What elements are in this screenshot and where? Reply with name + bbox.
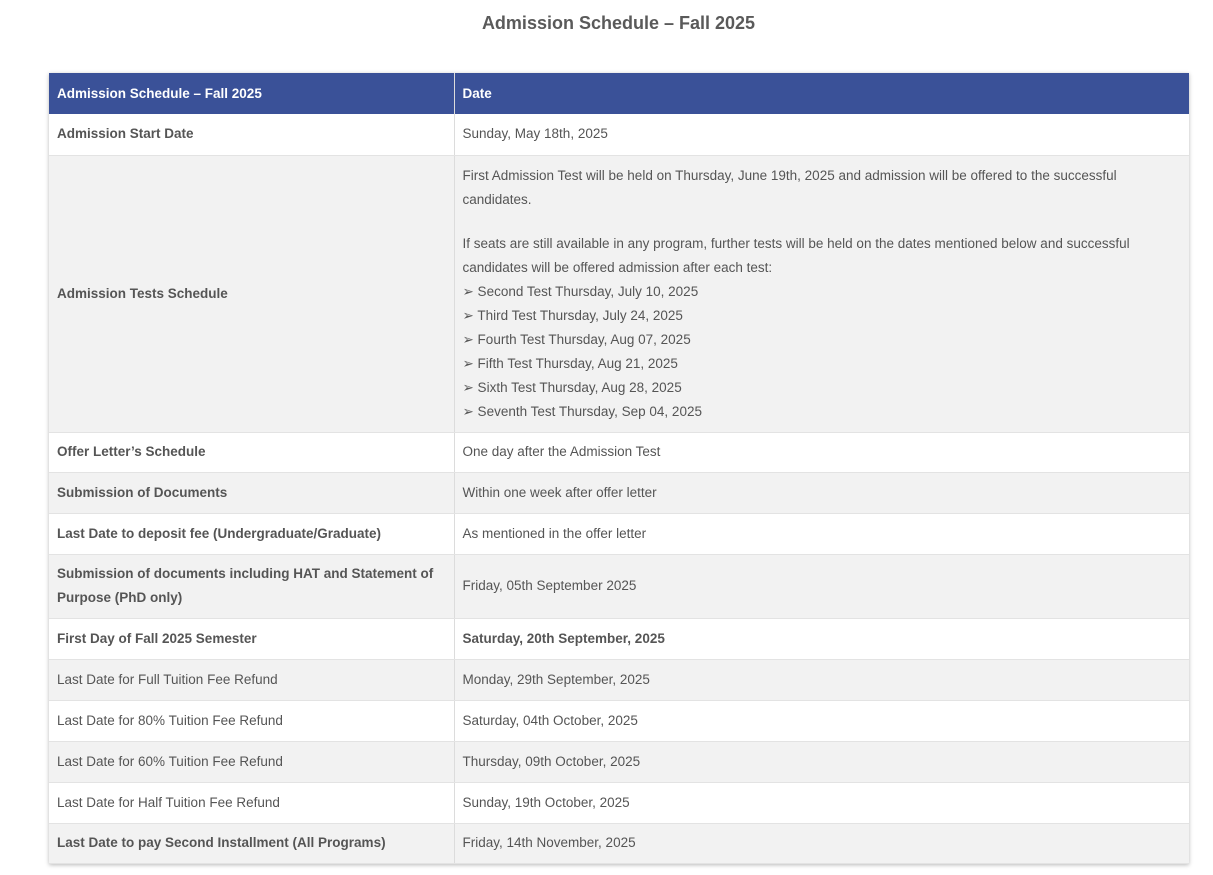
table-row	[49, 432, 1189, 472]
test-date-item: ➢ Fifth Test Thursday, Aug 21, 2025	[462, 355, 678, 371]
row-label: Last Date for Half Tuition Fee Refund	[49, 782, 454, 823]
row-value: Saturday, 20th September, 2025	[454, 618, 1189, 659]
row-value	[454, 155, 1189, 432]
row-label: Submission of documents including HAT and Statement of Purpose (PhD only)	[49, 554, 454, 618]
row-value: Within one week after offer letter	[454, 472, 1189, 513]
table-row	[49, 513, 1189, 554]
row-label: Last Date for 80% Tuition Fee Refund	[49, 700, 454, 741]
row-value: Saturday, 04th October, 2025	[454, 700, 1189, 741]
schedule-table	[49, 73, 1189, 864]
table-row	[49, 741, 1189, 782]
test-date-item: ➢ Second Test Thursday, July 10, 2025	[462, 283, 699, 299]
row-value: Monday, 29th September, 2025	[454, 659, 1189, 700]
row-value: Sunday, May 18th, 2025	[454, 114, 1189, 155]
row-value: Sunday, 19th October, 2025	[454, 782, 1189, 823]
row-value: One day after the Admission Test	[454, 432, 1189, 472]
row-label: First Day of Fall 2025 Semester	[49, 618, 454, 659]
test-date-item: ➢ Fourth Test Thursday, Aug 07, 2025	[462, 331, 691, 347]
table-row	[49, 823, 1189, 863]
tests-intro-first: First Admission Test will be held on Thursday, June 19th, 2025 and admission will be offered to the successful candidates.	[462, 167, 1117, 207]
tests-intro-further: If seats are still available in any program, further tests will be held on the dates mentioned below and successful candidates will be offered admission after each test:	[462, 235, 1130, 275]
row-label: Offer Letter’s Schedule	[49, 432, 454, 472]
table-row	[49, 659, 1189, 700]
table-row	[49, 472, 1189, 513]
schedule-table-container	[49, 73, 1189, 864]
page-title: Admission Schedule – Fall 2025	[481, 13, 756, 33]
row-label: Last Date for 60% Tuition Fee Refund	[49, 741, 454, 782]
table-row	[49, 700, 1189, 741]
row-value: Thursday, 09th October, 2025	[454, 741, 1189, 782]
row-value: Friday, 14th November, 2025	[454, 823, 1189, 863]
test-date-item: ➢ Seventh Test Thursday, Sep 04, 2025	[462, 403, 702, 419]
row-value: As mentioned in the offer letter	[454, 513, 1189, 554]
header-schedule: Admission Schedule – Fall 2025	[49, 73, 454, 114]
table-row	[49, 155, 1189, 432]
row-label: Last Date for Full Tuition Fee Refund	[49, 659, 454, 700]
row-label: Last Date to pay Second Installment (All Programs)	[49, 823, 454, 863]
table-row	[49, 554, 1189, 618]
row-label: Admission Tests Schedule	[49, 155, 454, 432]
row-value: Friday, 05th September 2025	[454, 554, 1189, 618]
test-date-item: ➢ Sixth Test Thursday, Aug 28, 2025	[462, 379, 682, 395]
table-header-row	[49, 73, 1189, 114]
row-label: Submission of Documents	[49, 472, 454, 513]
row-label: Last Date to deposit fee (Undergraduate/Graduate)	[49, 513, 454, 554]
table-row	[49, 618, 1189, 659]
header-date: Date	[454, 73, 1189, 114]
row-label: Admission Start Date	[49, 114, 454, 155]
table-row	[49, 782, 1189, 823]
test-date-item: ➢ Third Test Thursday, July 24, 2025	[462, 307, 683, 323]
table-row	[49, 114, 1189, 155]
